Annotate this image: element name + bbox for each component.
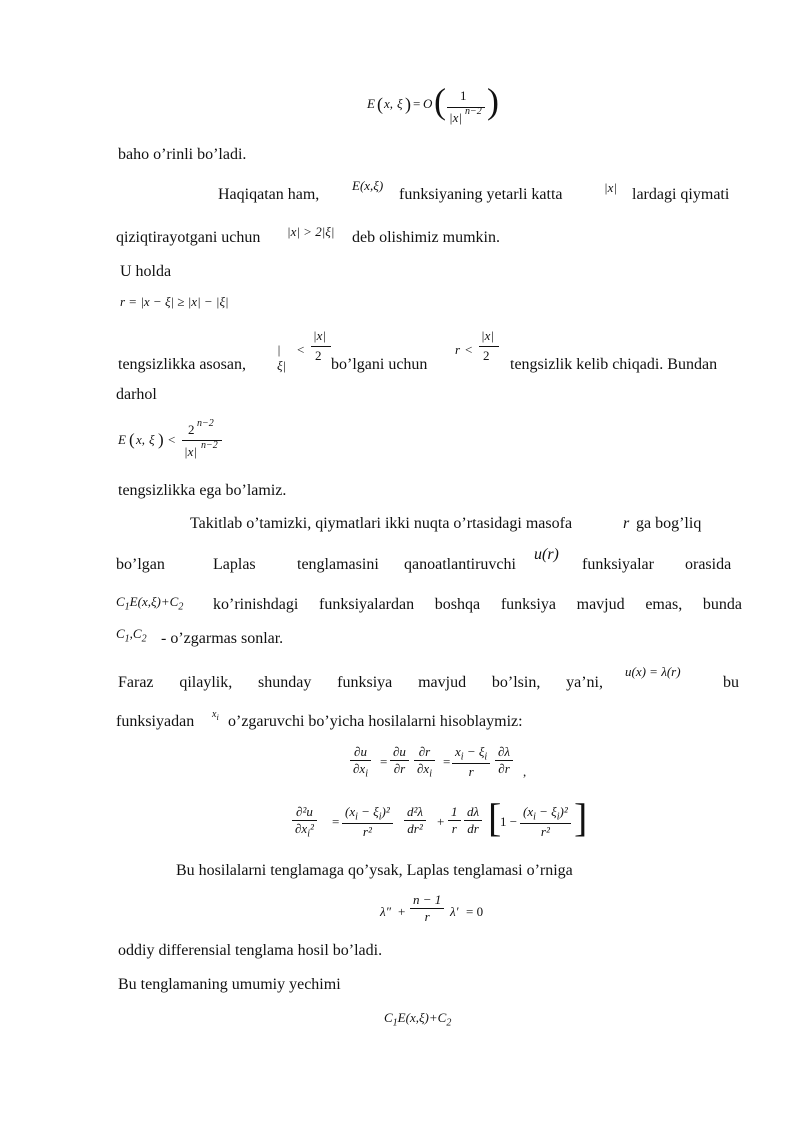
math-u-x-eq-lambda-r: u(x) = λ(r)	[625, 664, 681, 679]
formula-first-derivative: $\frac{\partial u}{\partial x_i}$ = $\frac{\partial u}{\partial r}$ $\frac{\partial r}{\partial x_i}$ = $\frac{x_i - \xi_i}{r}$ $\frac{\partial\lambda}{\partial r}$ ,	[350, 742, 510, 790]
text-line: tengsizlikka ega bo’lamiz.	[118, 482, 287, 499]
math-abs-x: |x|	[604, 180, 617, 195]
text-line: - o’zgarmas sonlar.	[161, 630, 284, 647]
text-line: Bu hosilalarni tenglamaga qo’ysak, Laplas tenglamasi o’rniga	[176, 862, 573, 879]
math-u-r: u(r)	[534, 546, 559, 563]
text-line: funksiyalar	[582, 556, 654, 573]
text-line: bo’lgani uchun	[331, 356, 428, 373]
text-line: baho o’rinli bo’ladi.	[118, 146, 247, 163]
text-line: darhol	[116, 386, 157, 403]
text-line: Haqiqatan ham,	[218, 186, 320, 203]
text-line: Bu tenglamaning umumiy yechimi	[118, 976, 341, 993]
text-line: qiziqtirayotgani uchun	[116, 229, 261, 246]
text-line: Laplas	[213, 556, 256, 573]
math-C1E-plus-C2: $C_1E(x,\xi)+C_2$	[116, 594, 184, 613]
text-line: bo’lgan	[116, 556, 165, 573]
text-line: Takitlab o’tamizki, qiymatlari ikki nuqta o’rtasidagi masofa	[190, 515, 573, 532]
math-r: r	[623, 515, 630, 532]
text-line: ko’rinishdagi funksiyalardan boshqa funksiya mavjud emas, bunda	[213, 596, 742, 613]
text-line: o’zgaruvchi bo’yicha hosilalarni hisoblaymiz:	[228, 713, 523, 730]
text-line: bu	[723, 674, 739, 691]
math-xi: $x_i$	[212, 709, 219, 722]
text-line: tenglamasini	[297, 556, 379, 573]
text-line: oddiy differensial tenglama hosil bo’ladi.	[118, 942, 383, 959]
math-r-inequality: r = |x − ξ| ≥ |x| − |ξ|	[120, 294, 229, 309]
formula-ode: λ″ + $\frac{n - 1}{r}$ λ′ = 0	[380, 892, 484, 924]
text-line: tengsizlikka asosan,	[118, 356, 246, 373]
text-line: tengsizlik kelib chiqadi. Bundan	[510, 356, 718, 373]
math-x-gt-2xi: |x| > 2|ξ|	[287, 224, 335, 239]
text-line: funksiyaning yetarli katta	[399, 186, 563, 203]
math-C1-C2: $C_1,C_2$	[116, 626, 147, 645]
text-line: lardagi qiymati	[632, 186, 730, 203]
math-E-x-xi: E(x,ξ)	[352, 178, 384, 193]
text-line: deb olishimiz mumkin.	[352, 229, 500, 246]
text-line: funksiyadan	[116, 713, 195, 730]
formula-second-derivative: $\frac{\text{∂²u}}{\partial x_i^2}$ = $\frac{(x_i - \xi_i)^2}{\text{r²}}$ $\frac{\text{d²λ}}{\text{dr²}}$ + $\frac{1}{r}$ $\frac{d\lambda}{dr}$ [ 1 − $\frac{(x_i - \xi_i)^2}{\text{r²}}$ ]	[292, 798, 572, 854]
text-line: ga bog’liq	[636, 515, 702, 532]
text-line: qanoatlantiruvchi	[404, 556, 516, 573]
text-line: U holda	[120, 263, 172, 280]
text-line: Faraz qilaylik, shunday funksiya mavjud bo’lsin, ya’ni,	[118, 674, 603, 691]
formula-general-solution: $C_1E(x,\xi)+C_2$	[384, 1010, 452, 1029]
text-line: orasida	[685, 556, 732, 573]
